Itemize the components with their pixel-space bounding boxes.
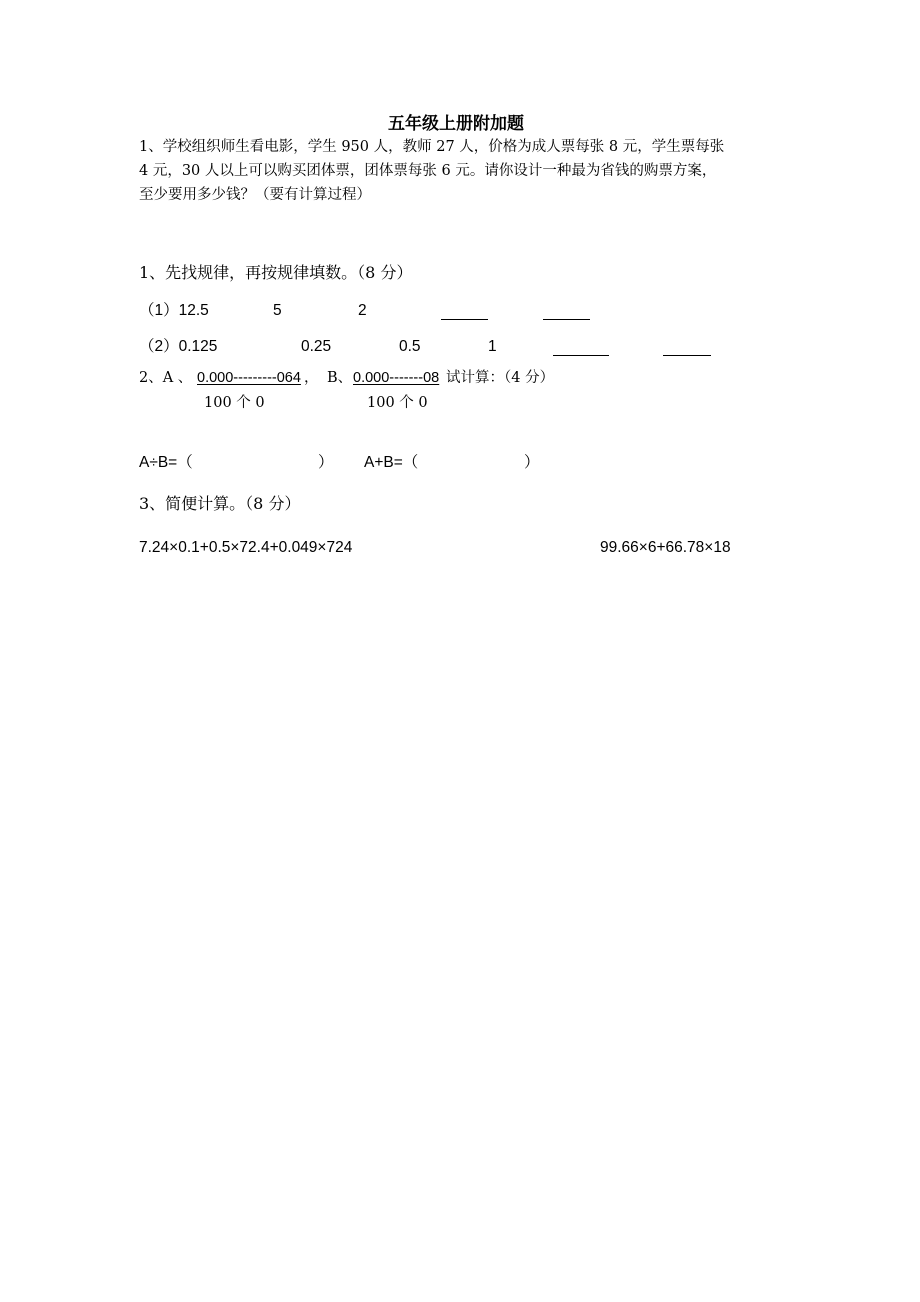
sequence2-answer-blank[interactable]: [553, 355, 609, 356]
page-title: 五年级上册附加题: [388, 114, 524, 134]
sequence1-value: 5: [273, 302, 282, 319]
calculation-expression-1: 7.24×0.1+0.5×72.4+0.049×724: [139, 539, 353, 556]
b-value: 0.000-------08: [353, 370, 440, 386]
intro-problem-line-1: 1、学校组织师生看电影，学生 950 人，教师 27 人，价格为成人票每张 8 元，学生票每张: [139, 139, 725, 155]
sequence1-label: （1）12.5: [139, 302, 209, 319]
sequence1-value: 2: [358, 302, 367, 319]
section2-prefix-a: 2、A 、: [139, 370, 193, 386]
section2-comma: ，: [304, 370, 319, 386]
a-plus-b-label: A+B=（: [364, 454, 419, 471]
sequence2-value: 0.5: [399, 338, 421, 355]
a-plus-b-close: ）: [524, 454, 540, 471]
section1-heading: 1、先找规律，再按规律填数。（8 分）: [139, 263, 413, 282]
intro-problem-line-2: 4 元，30 人以上可以购买团体票，团体票每张 6 元。请你设计一种最为省钱的购票方案，: [139, 163, 717, 179]
section3-heading: 3、简便计算。（8 分）: [139, 494, 301, 513]
a-div-b-label: A÷B=（: [139, 454, 193, 471]
section2-instruction: 试计算：（4 分）: [446, 370, 555, 386]
calculation-expression-2: 99.66×6+66.78×18: [600, 539, 731, 556]
intro-problem-line-3: 至少要用多少钱？（要有计算过程）: [139, 187, 371, 203]
a-zero-count-note: 100 个 0: [204, 395, 265, 411]
a-value: 0.000---------064: [197, 370, 301, 386]
sequence2-label: （2）0.125: [139, 338, 218, 355]
section2-prefix-b: B、: [327, 370, 353, 386]
sequence2-value: 1: [488, 338, 497, 355]
sequence2-value: 0.25: [301, 338, 332, 355]
b-zero-count-note: 100 个 0: [367, 395, 428, 411]
sequence1-answer-blank[interactable]: [543, 319, 590, 320]
sequence2-answer-blank[interactable]: [663, 355, 711, 356]
a-div-b-close: ）: [318, 454, 334, 471]
sequence1-answer-blank[interactable]: [441, 319, 488, 320]
